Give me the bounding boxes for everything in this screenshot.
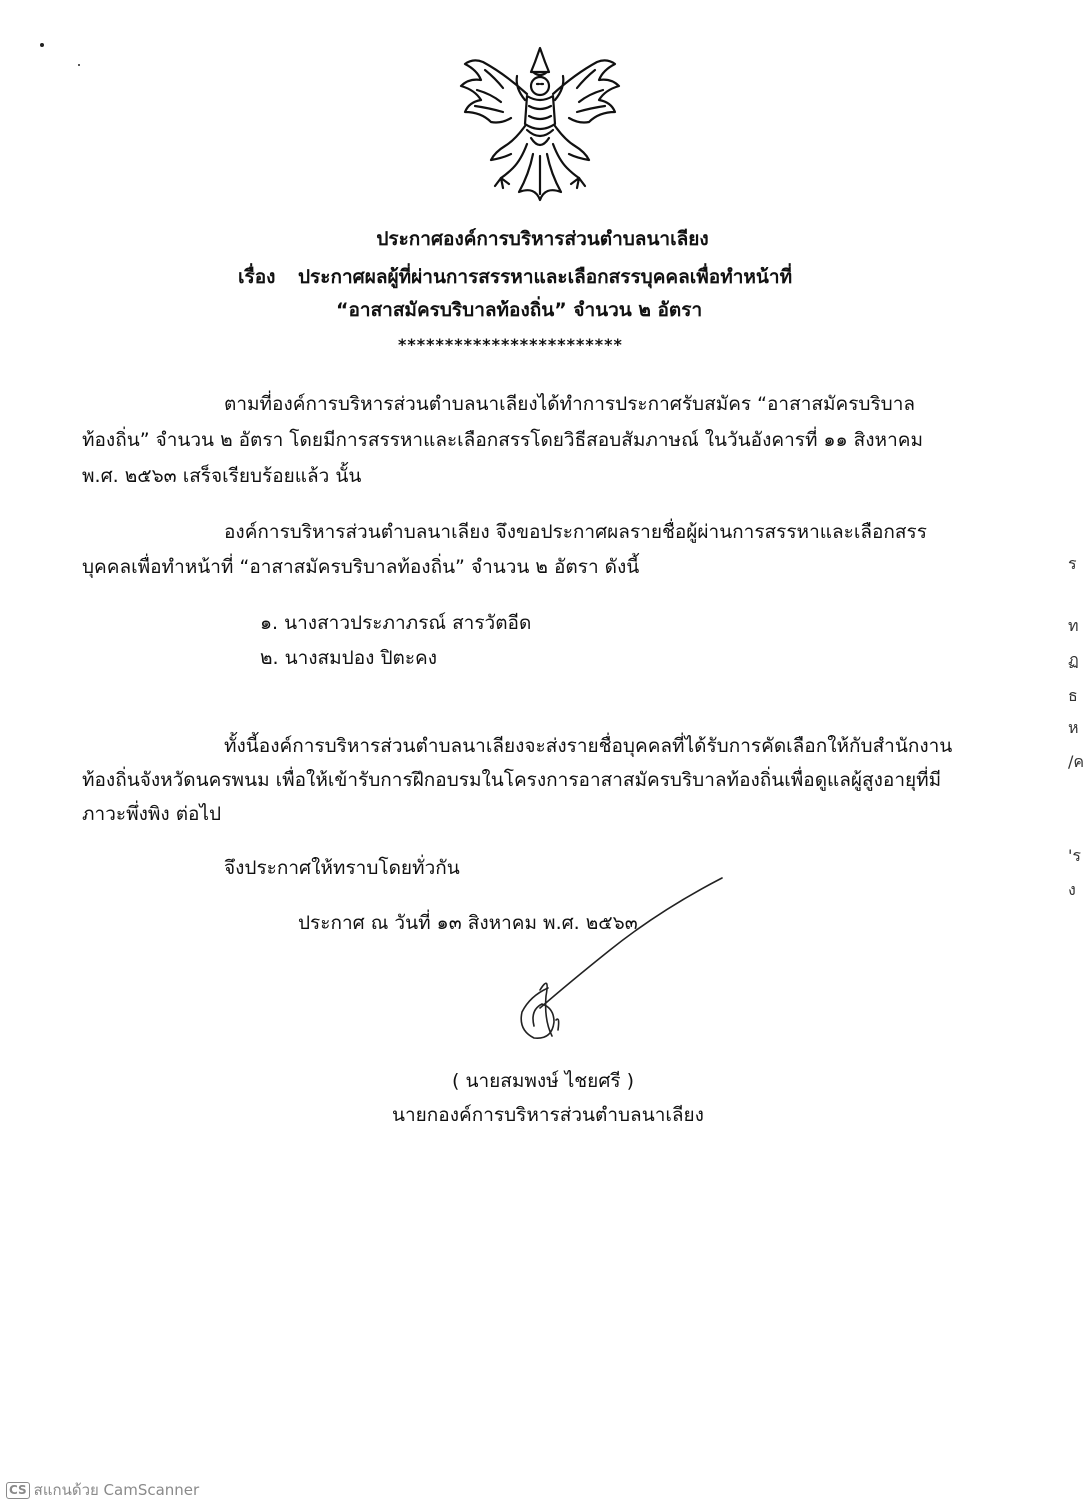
signatory-position: นายกองค์การบริหารส่วนตำบลนาเลียง	[392, 1104, 704, 1126]
edge-mark: 'ร	[1068, 846, 1081, 865]
camscanner-text: สแกนด้วย CamScanner	[33, 1481, 200, 1499]
subject-label: เรื่อง	[238, 266, 276, 288]
paragraph-1-line-1: ตามที่องค์การบริหารส่วนตำบลนาเลียงได้ทำการประกาศรับสมัคร “อาสาสมัครบริบาล	[224, 393, 916, 415]
edge-mark: ธ	[1068, 686, 1078, 705]
paragraph-3-line-2: ท้องถิ่นจังหวัดนครพนม เพื่อให้เข้ารับการฝึกอบรมในโครงการอาสาสมัครบริบาลท้องถิ่นเพื่อดูแลผู้สูงอายุที่มี	[82, 769, 942, 791]
announcement-date: ประกาศ ณ วันที่ ๑๓ สิงหาคม พ.ศ. ๒๕๖๓	[298, 912, 638, 934]
edge-mark: ท	[1068, 616, 1079, 635]
paragraph-1-line-3: พ.ศ. ๒๕๖๓ เสร็จเรียบร้อยแล้ว นั้น	[82, 465, 362, 487]
scan-speck	[78, 64, 80, 66]
garuda-emblem-icon	[455, 44, 625, 204]
star-divider: ************************	[398, 335, 623, 354]
edge-mark: /ค	[1068, 752, 1085, 771]
paragraph-3-line-3: ภาวะพึ่งพิง ต่อไป	[82, 803, 222, 825]
paragraph-2-line-2: บุคคลเพื่อทำหน้าที่ “อาสาสมัครบริบาลท้องถิ่น” จำนวน ๒ อัตรา ดังนี้	[82, 556, 640, 578]
closing-line: จึงประกาศให้ทราบโดยทั่วกัน	[224, 857, 460, 879]
camscanner-watermark	[6, 1478, 199, 1502]
camscanner-logo-icon: CS	[6, 1482, 30, 1499]
paragraph-3-line-1: ทั้งนี้องค์การบริหารส่วนตำบลนาเลียงจะส่งรายชื่อบุคคลที่ได้รับการคัดเลือกให้กับสำนักงาน	[224, 735, 953, 757]
subject-line-2: “อาสาสมัครบริบาลท้องถิ่น” จำนวน ๒ อัตรา	[336, 299, 703, 321]
edge-mark: ห	[1068, 718, 1079, 737]
list-item: ๒. นางสมปอง ปิตะคง	[260, 647, 438, 669]
edge-mark: ร	[1068, 554, 1077, 573]
scan-speck	[40, 43, 44, 47]
paragraph-2-line-1: องค์การบริหารส่วนตำบลนาเลียง จึงขอประกาศผลรายชื่อผู้ผ่านการสรรหาและเลือกสรร	[224, 521, 927, 543]
edge-mark: ฏ	[1068, 650, 1079, 669]
subject-line-1: ประกาศผลผู้ที่ผ่านการสรรหาและเลือกสรรบุคคลเพื่อทำหน้าที่	[298, 266, 793, 288]
document-title: ประกาศองค์การบริหารส่วนตำบลนาเลียง	[376, 228, 709, 250]
paragraph-1-line-2: ท้องถิ่น” จำนวน ๒ อัตรา โดยมีการสรรหาและเลือกสรรโดยวิธีสอบสัมภาษณ์ ในวันอังคารที่ ๑๑ สิงหาคม	[82, 429, 923, 451]
signatory-name: ( นายสมพงษ์ ไชยศรี )	[452, 1070, 635, 1092]
list-item: ๑. นางสาวประภาภรณ์ สารวัตอีด	[260, 612, 532, 634]
edge-mark: ง	[1068, 880, 1076, 899]
signature-image	[500, 870, 740, 1050]
